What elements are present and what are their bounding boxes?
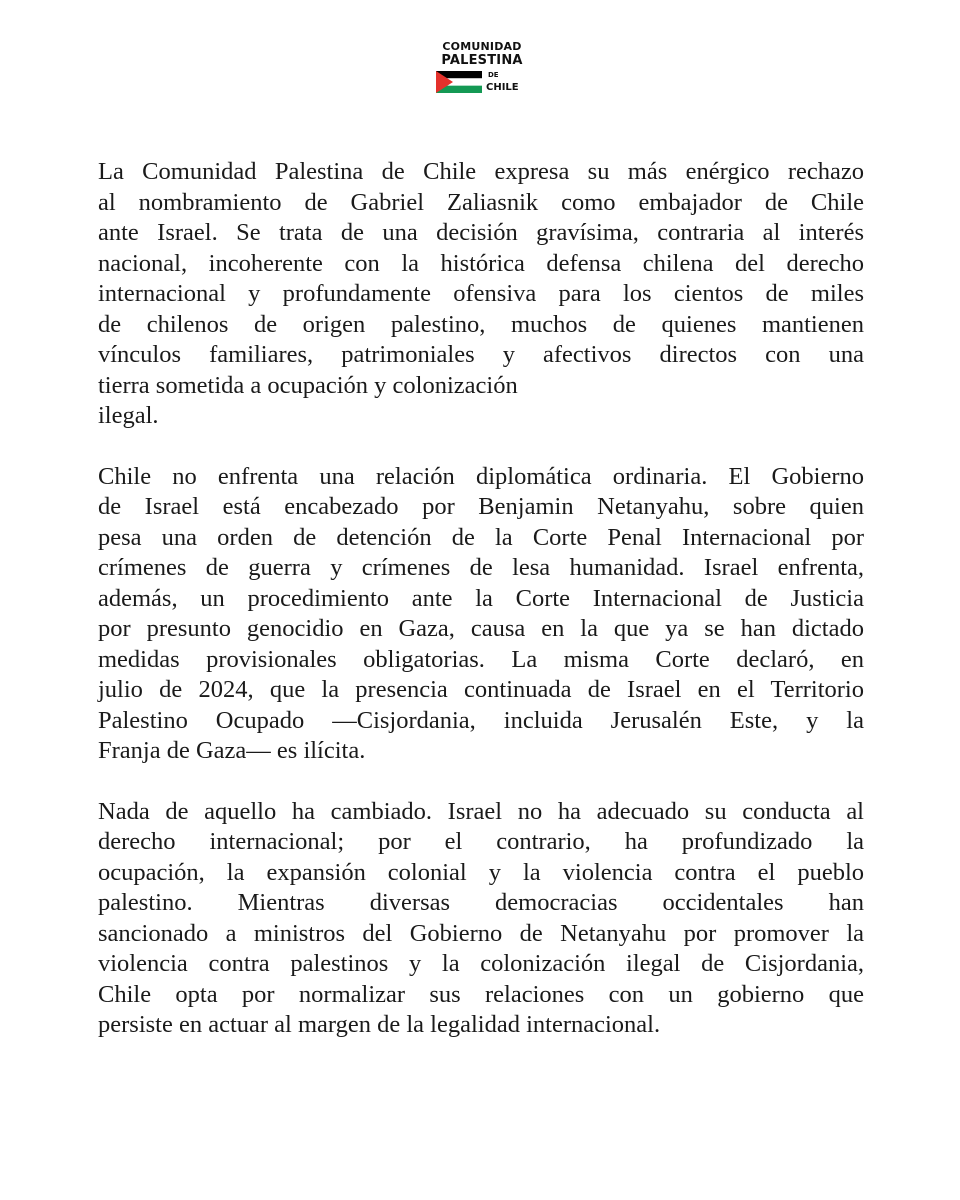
palestine-flag-icon bbox=[436, 71, 482, 93]
text-line: nacional, incoherente con la histórica defensa chilena del derecho bbox=[98, 249, 864, 277]
text-line: internacional y profundamente ofensiva para los cientos de miles bbox=[98, 280, 864, 307]
text-line: además, un procedimiento ante la Corte Internacional de Justicia bbox=[98, 584, 864, 612]
text-line: derecho internacional; por el contrario, ha profundizado la bbox=[98, 828, 864, 855]
paragraph-2 bbox=[98, 462, 864, 767]
text-line: Nada de aquello ha cambiado. Israel no ha adecuado su conducta al bbox=[98, 797, 864, 825]
text-line: sancionado a ministros del Gobierno de Netanyahu por promover la bbox=[98, 919, 864, 947]
statement-body bbox=[98, 157, 864, 1071]
text-line: Chile opta por normalizar sus relaciones con un gobierno que bbox=[98, 980, 864, 1008]
text-line: vínculos familiares, patrimoniales y afectivos directos con una bbox=[98, 341, 864, 368]
text-line: por presunto genocidio en Gaza, causa en la que ya se han dictado bbox=[98, 615, 864, 642]
paragraph-3 bbox=[98, 797, 864, 1041]
paragraph-1 bbox=[98, 157, 864, 432]
logo-text-de: DE bbox=[488, 71, 499, 79]
logo-text-palestina: PALESTINA bbox=[441, 53, 523, 68]
text-line: Franja de Gaza— es ilícita. bbox=[98, 737, 366, 764]
text-line: julio de 2024, que la presencia continuada de Israel en el Territorio bbox=[98, 676, 864, 703]
text-line: Palestino Ocupado —Cisjordania, incluida Jerusalén Este, y la bbox=[98, 706, 864, 734]
text-line: ilegal. bbox=[98, 402, 159, 429]
text-line: tierra sometida a ocupación y colonización bbox=[98, 371, 518, 399]
text-line: de chilenos de origen palestino, muchos de quienes mantienen bbox=[98, 310, 864, 338]
text-line: de Israel está encabezado por Benjamin Netanyahu, sobre quien bbox=[98, 493, 864, 520]
text-line: Chile no enfrenta una relación diplomática ordinaria. El Gobierno bbox=[98, 462, 864, 490]
text-line: ocupación, la expansión colonial y la violencia contra el pueblo bbox=[98, 858, 864, 886]
logo-text-chile: CHILE bbox=[486, 82, 519, 93]
text-line: persiste en actuar al margen de la legalidad internacional. bbox=[98, 1011, 661, 1038]
text-line: ante Israel. Se trata de una decisión gravísima, contraria al interés bbox=[98, 219, 864, 246]
logo-text-comunidad: COMUNIDAD bbox=[442, 40, 522, 53]
text-line: palestino. Mientras diversas democracias occidentales han bbox=[98, 889, 864, 916]
text-line: al nombramiento de Gabriel Zaliasnik como embajador de Chile bbox=[98, 188, 864, 216]
organization-logo bbox=[430, 40, 530, 96]
text-line: La Comunidad Palestina de Chile expresa su más enérgico rechazo bbox=[98, 158, 864, 185]
text-line: pesa una orden de detención de la Corte Penal Internacional por bbox=[98, 523, 864, 551]
text-line: medidas provisionales obligatorias. La misma Corte declaró, en bbox=[98, 645, 864, 673]
text-line: crímenes de guerra y crímenes de lesa humanidad. Israel enfrenta, bbox=[98, 554, 864, 581]
text-line: violencia contra palestinos y la colonización ilegal de Cisjordania, bbox=[98, 950, 864, 977]
